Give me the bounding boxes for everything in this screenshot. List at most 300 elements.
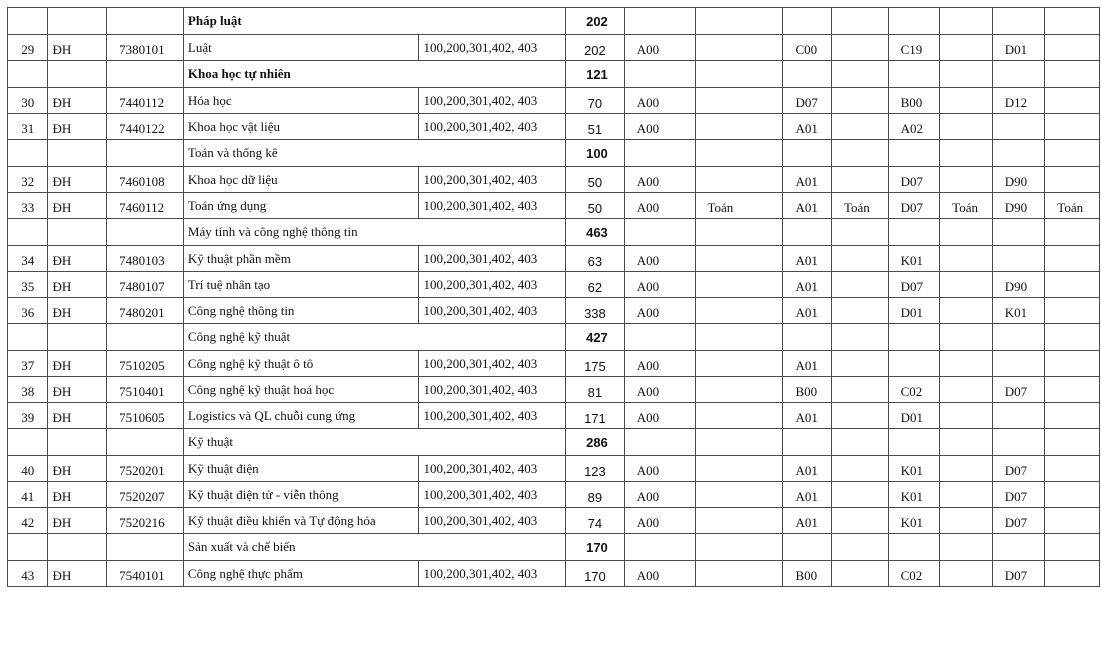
admission-methods: 100,200,301,402, 403 (419, 298, 566, 324)
subject-combination: D07 (888, 167, 940, 193)
empty-cell (48, 534, 107, 561)
training-level: ĐH (48, 351, 107, 377)
empty-cell (8, 324, 48, 351)
quota: 81 (566, 377, 625, 403)
subject-combination: A00 (624, 482, 695, 508)
subject-combination: K01 (888, 246, 940, 272)
empty-cell (831, 8, 888, 35)
subject-combination: A02 (888, 114, 940, 140)
admission-table (7, 7, 1100, 587)
empty-cell (831, 534, 888, 561)
training-level: ĐH (48, 403, 107, 429)
major-code: 7520201 (107, 456, 184, 482)
group-header-row (8, 8, 1100, 35)
main-subject: Toán (940, 193, 993, 219)
empty-cell (783, 140, 832, 167)
empty-cell (8, 534, 48, 561)
major-name: Công nghệ thực phẩm (183, 561, 419, 587)
admission-methods: 100,200,301,402, 403 (419, 403, 566, 429)
main-subject (831, 351, 888, 377)
subject-combination: D01 (888, 403, 940, 429)
major-name: Trí tuệ nhân tạo (183, 272, 419, 298)
major-code: 7460112 (107, 193, 184, 219)
empty-cell (1045, 219, 1100, 246)
empty-cell (992, 429, 1045, 456)
empty-cell (1045, 140, 1100, 167)
table-row (8, 246, 1100, 272)
empty-cell (940, 534, 993, 561)
major-code: 7460108 (107, 167, 184, 193)
major-name: Toán ứng dụng (183, 193, 419, 219)
training-level: ĐH (48, 167, 107, 193)
subject-combination: A01 (783, 272, 832, 298)
row-number: 43 (8, 561, 48, 587)
subject-combination: A01 (783, 456, 832, 482)
main-subject (695, 377, 783, 403)
main-subject (1045, 88, 1100, 114)
subject-combination: D90 (992, 193, 1045, 219)
empty-cell (831, 324, 888, 351)
subject-combination: A00 (624, 193, 695, 219)
training-level: ĐH (48, 508, 107, 534)
empty-cell (1045, 324, 1100, 351)
major-code: 7480107 (107, 272, 184, 298)
table-row (8, 272, 1100, 298)
admission-methods: 100,200,301,402, 403 (419, 88, 566, 114)
table-row (8, 482, 1100, 508)
quota: 338 (566, 298, 625, 324)
major-code: 7510205 (107, 351, 184, 377)
subject-combination: D07 (992, 377, 1045, 403)
table-row (8, 508, 1100, 534)
group-total: 202 (566, 8, 625, 35)
quota: 170 (566, 561, 625, 587)
main-subject (695, 403, 783, 429)
main-subject (940, 114, 993, 140)
row-number: 32 (8, 167, 48, 193)
row-number: 38 (8, 377, 48, 403)
empty-cell (624, 61, 695, 88)
empty-cell (940, 429, 993, 456)
row-number: 42 (8, 508, 48, 534)
main-subject (695, 456, 783, 482)
group-name: Khoa học tự nhiên (183, 61, 565, 88)
main-subject (831, 482, 888, 508)
subject-combination: D07 (992, 456, 1045, 482)
main-subject: Toán (831, 193, 888, 219)
subject-combination: A00 (624, 403, 695, 429)
main-subject (1045, 246, 1100, 272)
table-row (8, 35, 1100, 61)
admission-methods: 100,200,301,402, 403 (419, 508, 566, 534)
empty-cell (888, 324, 940, 351)
subject-combination: A01 (783, 246, 832, 272)
admission-methods: 100,200,301,402, 403 (419, 377, 566, 403)
admission-methods: 100,200,301,402, 403 (419, 272, 566, 298)
subject-combination: A01 (783, 403, 832, 429)
empty-cell (888, 429, 940, 456)
main-subject (831, 508, 888, 534)
training-level: ĐH (48, 456, 107, 482)
empty-cell (831, 140, 888, 167)
main-subject (695, 272, 783, 298)
main-subject: Toán (1045, 193, 1100, 219)
group-name: Sản xuất và chế biến (183, 534, 565, 561)
empty-cell (8, 429, 48, 456)
table-row (8, 193, 1100, 219)
group-name: Pháp luật (183, 8, 565, 35)
training-level: ĐH (48, 377, 107, 403)
main-subject (831, 456, 888, 482)
empty-cell (48, 140, 107, 167)
row-number: 30 (8, 88, 48, 114)
training-level: ĐH (48, 298, 107, 324)
empty-cell (695, 534, 783, 561)
main-subject (940, 508, 993, 534)
row-number: 35 (8, 272, 48, 298)
subject-combination (992, 351, 1045, 377)
subject-combination: D07 (783, 88, 832, 114)
empty-cell (8, 140, 48, 167)
empty-cell (940, 8, 993, 35)
main-subject (695, 508, 783, 534)
empty-cell (48, 429, 107, 456)
empty-cell (992, 324, 1045, 351)
main-subject (940, 351, 993, 377)
subject-combination: B00 (888, 88, 940, 114)
subject-combination (992, 114, 1045, 140)
main-subject: Toán (695, 193, 783, 219)
main-subject (695, 88, 783, 114)
empty-cell (107, 8, 184, 35)
subject-combination: D01 (888, 298, 940, 324)
major-code: 7440112 (107, 88, 184, 114)
main-subject (1045, 167, 1100, 193)
main-subject (940, 377, 993, 403)
subject-combination: A00 (624, 351, 695, 377)
group-total: 286 (566, 429, 625, 456)
empty-cell (783, 534, 832, 561)
main-subject (1045, 482, 1100, 508)
group-header-row (8, 140, 1100, 167)
main-subject (940, 167, 993, 193)
main-subject (940, 403, 993, 429)
empty-cell (624, 219, 695, 246)
subject-combination: D07 (992, 508, 1045, 534)
empty-cell (888, 140, 940, 167)
admission-methods: 100,200,301,402, 403 (419, 246, 566, 272)
table-row (8, 377, 1100, 403)
empty-cell (992, 8, 1045, 35)
main-subject (940, 246, 993, 272)
quota: 50 (566, 193, 625, 219)
empty-cell (624, 324, 695, 351)
admission-methods: 100,200,301,402, 403 (419, 456, 566, 482)
main-subject (1045, 508, 1100, 534)
admission-methods: 100,200,301,402, 403 (419, 114, 566, 140)
empty-cell (1045, 8, 1100, 35)
group-name: Máy tính và công nghệ thông tin (183, 219, 565, 246)
major-code: 7540101 (107, 561, 184, 587)
subject-combination (992, 403, 1045, 429)
empty-cell (888, 61, 940, 88)
major-name: Kỹ thuật điện (183, 456, 419, 482)
main-subject (695, 482, 783, 508)
row-number: 37 (8, 351, 48, 377)
empty-cell (888, 8, 940, 35)
empty-cell (695, 8, 783, 35)
training-level: ĐH (48, 88, 107, 114)
main-subject (1045, 351, 1100, 377)
major-code: 7440122 (107, 114, 184, 140)
quota: 175 (566, 351, 625, 377)
group-header-row (8, 219, 1100, 246)
main-subject (831, 298, 888, 324)
empty-cell (695, 61, 783, 88)
empty-cell (624, 8, 695, 35)
quota: 89 (566, 482, 625, 508)
subject-combination: A01 (783, 193, 832, 219)
empty-cell (940, 140, 993, 167)
training-level: ĐH (48, 193, 107, 219)
empty-cell (8, 61, 48, 88)
main-subject (1045, 377, 1100, 403)
subject-combination: A01 (783, 482, 832, 508)
main-subject (940, 298, 993, 324)
subject-combination: A01 (783, 114, 832, 140)
subject-combination: A00 (624, 114, 695, 140)
empty-cell (783, 8, 832, 35)
main-subject (831, 246, 888, 272)
major-code: 7510401 (107, 377, 184, 403)
major-code: 7510605 (107, 403, 184, 429)
empty-cell (992, 140, 1045, 167)
main-subject (831, 561, 888, 587)
group-total: 170 (566, 534, 625, 561)
subject-combination: D07 (888, 272, 940, 298)
main-subject (1045, 403, 1100, 429)
row-number: 40 (8, 456, 48, 482)
empty-cell (783, 61, 832, 88)
table-row (8, 298, 1100, 324)
major-code: 7480201 (107, 298, 184, 324)
table-row (8, 561, 1100, 587)
subject-combination: A00 (624, 561, 695, 587)
empty-cell (1045, 534, 1100, 561)
subject-combination: A00 (624, 508, 695, 534)
main-subject (831, 377, 888, 403)
training-level: ĐH (48, 561, 107, 587)
empty-cell (695, 324, 783, 351)
subject-combination: K01 (888, 482, 940, 508)
empty-cell (8, 8, 48, 35)
main-subject (695, 246, 783, 272)
row-number: 41 (8, 482, 48, 508)
table-row (8, 88, 1100, 114)
subject-combination: A00 (624, 377, 695, 403)
empty-cell (48, 61, 107, 88)
admission-methods: 100,200,301,402, 403 (419, 193, 566, 219)
main-subject (940, 35, 993, 61)
main-subject (940, 482, 993, 508)
empty-cell (8, 219, 48, 246)
major-name: Logistics và QL chuỗi cung ứng (183, 403, 419, 429)
subject-combination: D12 (992, 88, 1045, 114)
empty-cell (107, 324, 184, 351)
main-subject (940, 272, 993, 298)
empty-cell (888, 219, 940, 246)
training-level: ĐH (48, 272, 107, 298)
empty-cell (783, 219, 832, 246)
group-total: 121 (566, 61, 625, 88)
empty-cell (992, 61, 1045, 88)
quota: 171 (566, 403, 625, 429)
main-subject (1045, 298, 1100, 324)
empty-cell (107, 429, 184, 456)
main-subject (940, 88, 993, 114)
empty-cell (831, 429, 888, 456)
empty-cell (695, 429, 783, 456)
main-subject (940, 456, 993, 482)
major-name: Luật (183, 35, 419, 61)
subject-combination: D01 (992, 35, 1045, 61)
subject-combination: A00 (624, 35, 695, 61)
main-subject (1045, 456, 1100, 482)
table-row (8, 167, 1100, 193)
major-name: Công nghệ kỹ thuật ô tô (183, 351, 419, 377)
subject-combination: K01 (992, 298, 1045, 324)
training-level: ĐH (48, 114, 107, 140)
quota: 62 (566, 272, 625, 298)
main-subject (695, 298, 783, 324)
admission-methods: 100,200,301,402, 403 (419, 351, 566, 377)
major-name: Kỹ thuật điện tử - viễn thông (183, 482, 419, 508)
subject-combination: C00 (783, 35, 832, 61)
table-row (8, 403, 1100, 429)
subject-combination: K01 (888, 456, 940, 482)
major-code: 7380101 (107, 35, 184, 61)
subject-combination: A01 (783, 298, 832, 324)
group-header-row (8, 324, 1100, 351)
table-body (8, 8, 1100, 587)
main-subject (695, 561, 783, 587)
row-number: 33 (8, 193, 48, 219)
subject-combination: A00 (624, 246, 695, 272)
admission-methods: 100,200,301,402, 403 (419, 35, 566, 61)
row-number: 34 (8, 246, 48, 272)
subject-combination: A00 (624, 298, 695, 324)
subject-combination: A00 (624, 456, 695, 482)
empty-cell (1045, 61, 1100, 88)
empty-cell (624, 429, 695, 456)
empty-cell (831, 61, 888, 88)
row-number: 39 (8, 403, 48, 429)
main-subject (695, 167, 783, 193)
empty-cell (940, 324, 993, 351)
admission-methods: 100,200,301,402, 403 (419, 561, 566, 587)
group-header-row (8, 429, 1100, 456)
empty-cell (940, 61, 993, 88)
subject-combination: A01 (783, 167, 832, 193)
major-name: Khoa học vật liệu (183, 114, 419, 140)
subject-combination: B00 (783, 377, 832, 403)
subject-combination: C02 (888, 377, 940, 403)
training-level: ĐH (48, 246, 107, 272)
subject-combination: A00 (624, 167, 695, 193)
table-row (8, 456, 1100, 482)
quota: 70 (566, 88, 625, 114)
main-subject (831, 403, 888, 429)
main-subject (831, 88, 888, 114)
empty-cell (48, 324, 107, 351)
subject-combination (888, 351, 940, 377)
subject-combination: C02 (888, 561, 940, 587)
main-subject (831, 272, 888, 298)
subject-combination: D07 (992, 482, 1045, 508)
main-subject (1045, 114, 1100, 140)
training-level: ĐH (48, 35, 107, 61)
quota: 50 (566, 167, 625, 193)
quota: 63 (566, 246, 625, 272)
main-subject (695, 351, 783, 377)
major-code: 7520207 (107, 482, 184, 508)
empty-cell (831, 219, 888, 246)
empty-cell (1045, 429, 1100, 456)
empty-cell (695, 219, 783, 246)
empty-cell (48, 219, 107, 246)
major-code: 7520216 (107, 508, 184, 534)
row-number: 36 (8, 298, 48, 324)
row-number: 29 (8, 35, 48, 61)
empty-cell (695, 140, 783, 167)
empty-cell (940, 219, 993, 246)
quota: 74 (566, 508, 625, 534)
table-row (8, 351, 1100, 377)
empty-cell (48, 8, 107, 35)
admission-methods: 100,200,301,402, 403 (419, 167, 566, 193)
empty-cell (992, 534, 1045, 561)
empty-cell (107, 61, 184, 88)
empty-cell (888, 534, 940, 561)
quota: 202 (566, 35, 625, 61)
main-subject (1045, 561, 1100, 587)
major-code: 7480103 (107, 246, 184, 272)
main-subject (831, 114, 888, 140)
group-total: 427 (566, 324, 625, 351)
empty-cell (992, 219, 1045, 246)
subject-combination: A00 (624, 272, 695, 298)
subject-combination: A00 (624, 88, 695, 114)
group-header-row (8, 534, 1100, 561)
group-total: 100 (566, 140, 625, 167)
major-name: Kỹ thuật phần mềm (183, 246, 419, 272)
major-name: Hóa học (183, 88, 419, 114)
subject-combination: A01 (783, 508, 832, 534)
major-name: Công nghệ kỹ thuật hoá học (183, 377, 419, 403)
empty-cell (107, 534, 184, 561)
main-subject (940, 561, 993, 587)
empty-cell (107, 219, 184, 246)
subject-combination (992, 246, 1045, 272)
training-level: ĐH (48, 482, 107, 508)
main-subject (1045, 35, 1100, 61)
empty-cell (783, 324, 832, 351)
subject-combination: D07 (992, 561, 1045, 587)
group-name: Kỹ thuật (183, 429, 565, 456)
table-row (8, 114, 1100, 140)
main-subject (1045, 272, 1100, 298)
empty-cell (107, 140, 184, 167)
